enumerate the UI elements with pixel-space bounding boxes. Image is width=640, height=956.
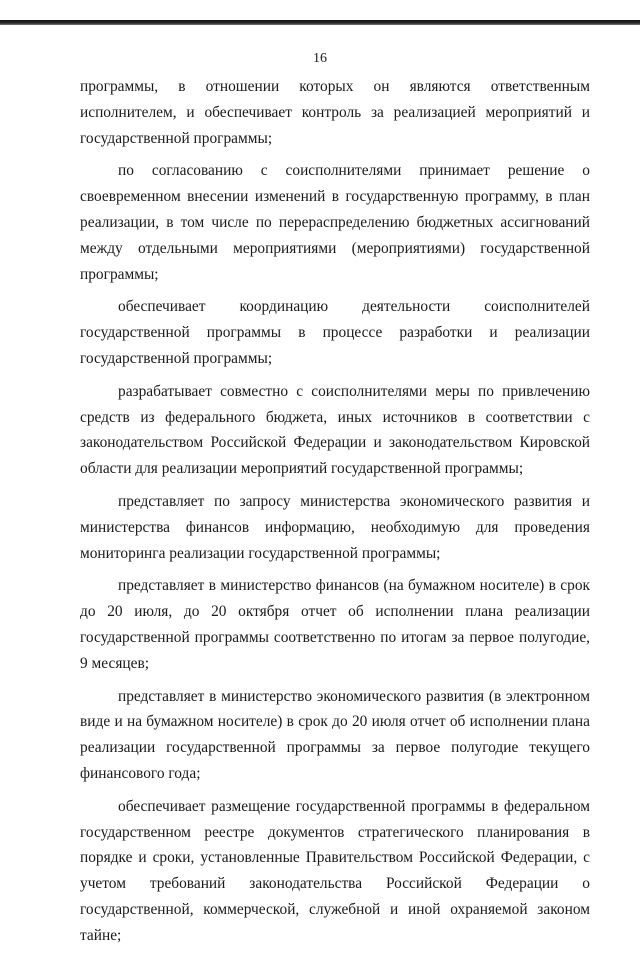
- paragraph-economy-report: представляет в министерство экономического развития (в электронном виде и на бумажном носителе) в срок до 20 июля отчет об исполнении плана реализации государственной программы за первое полугодие текущего финансового года;: [80, 687, 590, 782]
- page-number: 16: [313, 51, 327, 66]
- paragraph-monitoring-info: представляет по запросу министерства экономического развития и министерства финансов информацию, необходимую для проведения мониторинга реализации государственной программы;: [80, 492, 590, 562]
- paragraph-changes-approval: по согласованию с соисполнителями принимает решение о своевременном внесении изменений в государственную программу, в план реализации, в том числе по перераспределению бюджетных ассигнований между отдельными мероприятиями (мероприятиями) государственной программы;: [80, 162, 590, 283]
- document-body: [80, 74, 590, 956]
- paragraph-registry-placement: обеспечивает размещение государственной программы в федеральном государственном реестре документов стратегического планирования в порядке и сроки, установленные Правительством Российской Федерации, с учетом требований законодательства Российской Федерации о государственной, коммерческой, служебной и иной охраняемой законом тайне;: [80, 797, 590, 944]
- paragraph-finance-report: представляет в министерство финансов (на бумажном носителе) в срок до 20 июля, до 20 октября отчет об исполнении плана реализации государственной программы соответственно по итогам за первое полугодие, 9 месяцев;: [80, 577, 590, 672]
- scan-top-edge: [0, 20, 640, 25]
- paragraph-continuation: программы, в отношении которых он являются ответственным исполнителем, и обеспечивает контроль за реализацией мероприятий и государственной программы;: [80, 78, 590, 147]
- paragraph-coordination: обеспечивает координацию деятельности соисполнителей государственной программы в процессе разработки и реализации государственной программы;: [80, 298, 590, 367]
- paragraph-funding-measures: разрабатывает совместно с соисполнителями меры по привлечению средств из федерального бюджета, иных источников в соответствии с законодательством Российской Федерации и законодательством Кировской области для реализации мероприятий государственной программы;: [80, 382, 590, 478]
